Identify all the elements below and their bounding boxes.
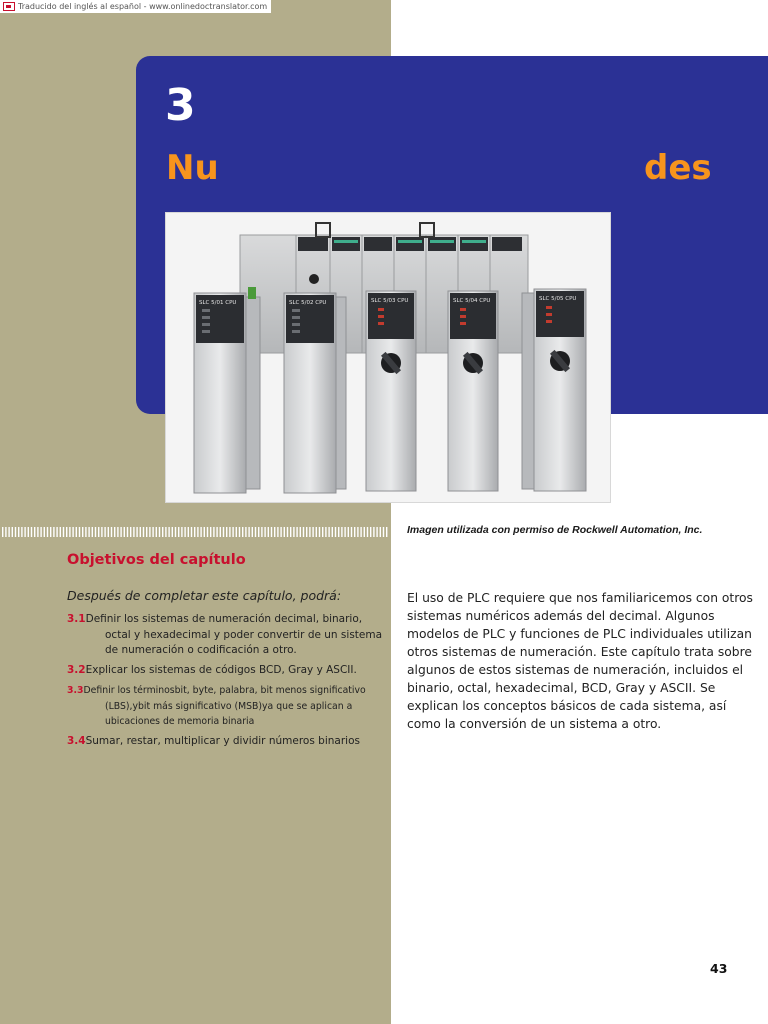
objective-text: Explicar los sistemas de códigos BCD, Gray y ASCII. <box>85 664 357 676</box>
objective-item <box>67 612 383 659</box>
plc-module-label: SLC 5/04 CPU <box>453 298 491 304</box>
objective-text: Definir los términosbit, byte, palabra, bit menos significativo <box>83 685 366 696</box>
objective-text: (LBS),ybit más significativo (MSB)ya que se aplican a <box>105 700 353 712</box>
chapter-intro-paragraph <box>407 589 757 733</box>
translator-notice-text[interactable]: Traducido del inglés al español - www.onlinedoctranslator.com <box>18 2 268 11</box>
objective-text: de numeración o codificación a otro. <box>105 644 297 656</box>
objective-text: octal y hexadecimal y poder convertir de un sistema <box>105 628 383 641</box>
paragraph-line: como la conversión de un sistema a otro. <box>407 717 662 731</box>
objective-item <box>67 734 367 750</box>
plc-module-label: SLC 5/01 CPU <box>199 300 237 306</box>
objective-item <box>67 663 367 679</box>
chapter-title-start: Nu <box>166 148 219 188</box>
paragraph-line: algunos de estos sistemas de numeración, incluidos el <box>407 663 744 677</box>
chapter-number: 3 <box>165 80 196 131</box>
objective-number: 3.3 <box>67 685 84 696</box>
paragraph-line: modelos de PLC y funciones de PLC individuales utilizan <box>407 627 752 641</box>
chapter-title-end: des <box>644 148 712 188</box>
objective-text: ubicaciones de memoria binaria <box>105 716 255 727</box>
paragraph-line: otros sistemas de numeración. Este capítulo trata sobre <box>407 645 752 659</box>
paragraph-line: binario, octal, hexadecimal, BCD, Gray y ASCII. Se <box>407 681 716 695</box>
plc-module-1 <box>194 287 260 493</box>
objective-number: 3.2 <box>67 664 86 676</box>
objective-number: 3.1 <box>67 613 86 625</box>
objectives-heading: Objetivos del capítulo <box>67 552 246 568</box>
page-number: 43 <box>710 961 728 976</box>
plc-module-3 <box>366 291 416 491</box>
plc-module-label: SLC 5/02 CPU <box>289 300 327 306</box>
plc-module-2 <box>284 293 346 493</box>
objectives-intro: Después de completar este capítulo, podrá: <box>67 588 342 603</box>
paragraph-line: El uso de PLC requiere que nos familiaricemos con otros <box>407 591 753 605</box>
objective-item <box>67 683 367 730</box>
section-divider-ticks <box>0 526 391 538</box>
objective-text: Definir los sistemas de numeración decimal, binario, <box>85 613 363 625</box>
plc-module-label: SLC 5/05 CPU <box>539 296 577 302</box>
paragraph-line: sistemas numéricos además del decimal. Algunos <box>407 609 715 623</box>
objective-number: 3.4 <box>67 735 86 747</box>
plc-module-5 <box>522 289 586 491</box>
translator-notice[interactable] <box>0 0 271 13</box>
plc-processors-photo <box>165 212 611 503</box>
plc-module-label: SLC 5/03 CPU <box>371 298 409 304</box>
plc-processors-illustration <box>166 213 611 503</box>
objective-text: Sumar, restar, multiplicar y dividir números binarios <box>85 735 360 747</box>
photo-credit: Imagen utilizada con permiso de Rockwell Automation, Inc. <box>407 524 703 536</box>
paragraph-line: explican los conceptos básicos de cada sistema, así <box>407 699 727 713</box>
translator-logo-icon <box>3 2 15 11</box>
plc-module-4 <box>448 291 498 491</box>
